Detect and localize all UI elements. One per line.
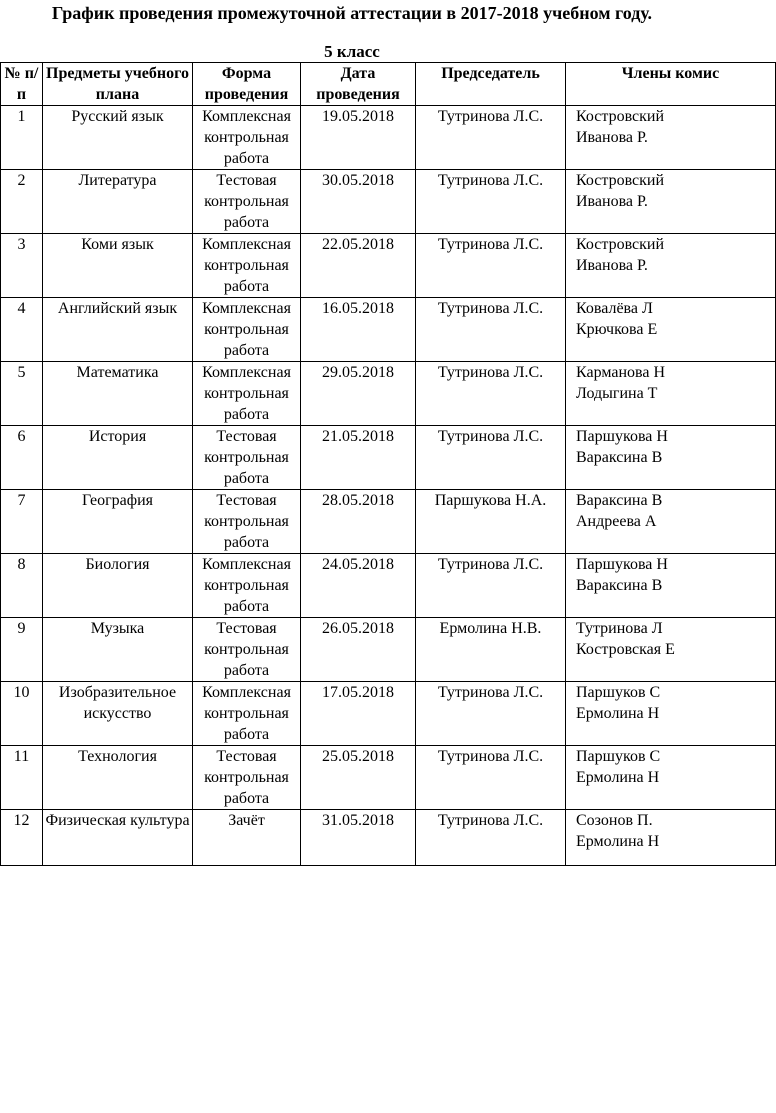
cell-date: 26.05.2018 [301,618,416,682]
member-name: Лодыгина Т [576,385,658,402]
cell-form: Комплексная контрольная работа [193,234,301,298]
header-members: Члены комис [566,63,776,106]
cell-form: Тестовая контрольная работа [193,746,301,810]
cell-members [566,234,776,298]
cell-date: 16.05.2018 [301,298,416,362]
member-name: Паршуков С [576,748,661,765]
class-label: 5 класс [324,42,380,61]
cell-form: Тестовая контрольная работа [193,490,301,554]
cell-members [566,298,776,362]
cell-members [566,362,776,426]
header-number: № п/п [1,63,43,106]
cell-members [566,426,776,490]
document-title: График проведения промежуточной аттестации в 2017-2018 учебном году. [51,3,653,23]
cell-date: 31.05.2018 [301,810,416,866]
table-row [1,298,776,362]
table-body [1,106,776,866]
table-row [1,362,776,426]
table-row [1,618,776,682]
member-name: Крючкова Е [576,321,658,338]
cell-number: 2 [1,170,43,234]
table-header-row [1,63,776,106]
cell-subject: Технология [43,746,193,810]
header-chair: Председатель [416,63,566,106]
cell-chair: Тутринова Л.С. [416,810,566,866]
member-name: Костровский [576,108,665,125]
cell-members [566,170,776,234]
cell-subject: География [43,490,193,554]
cell-form: Тестовая контрольная работа [193,618,301,682]
cell-members [566,682,776,746]
cell-subject: Биология [43,554,193,618]
cell-number: 12 [1,810,43,866]
cell-date: 29.05.2018 [301,362,416,426]
cell-form: Комплексная контрольная работа [193,554,301,618]
schedule-table-container [0,62,720,862]
cell-chair: Тутринова Л.С. [416,298,566,362]
cell-subject: Английский язык [43,298,193,362]
cell-subject: Физическая культура [43,810,193,866]
header-date: Дата проведения [301,63,416,106]
member-name: Тутринова Л [576,620,663,637]
cell-form: Зачёт [193,810,301,866]
cell-number: 8 [1,554,43,618]
member-name: Иванова Р. [576,193,648,210]
cell-number: 6 [1,426,43,490]
member-name: Паршукова Н [576,428,668,445]
cell-number: 7 [1,490,43,554]
cell-chair: Тутринова Л.С. [416,362,566,426]
table-row [1,170,776,234]
table-row [1,746,776,810]
cell-chair: Тутринова Л.С. [416,426,566,490]
member-name: Андреева А [576,513,657,530]
schedule-table [0,62,776,866]
member-name: Ермолина Н [576,833,660,850]
cell-chair: Паршукова Н.А. [416,490,566,554]
cell-date: 17.05.2018 [301,682,416,746]
cell-subject: История [43,426,193,490]
cell-members [566,618,776,682]
cell-date: 19.05.2018 [301,106,416,170]
table-row [1,682,776,746]
cell-subject: Русский язык [43,106,193,170]
cell-form: Тестовая контрольная работа [193,170,301,234]
cell-date: 25.05.2018 [301,746,416,810]
cell-form: Комплексная контрольная работа [193,106,301,170]
cell-members [566,490,776,554]
cell-number: 4 [1,298,43,362]
cell-subject: Литература [43,170,193,234]
cell-subject: Изобразительное искусство [43,682,193,746]
member-name: Паршуков С [576,684,661,701]
cell-members [566,746,776,810]
table-row [1,426,776,490]
cell-date: 28.05.2018 [301,490,416,554]
cell-subject: Коми язык [43,234,193,298]
member-name: Костровский [576,172,665,189]
cell-number: 3 [1,234,43,298]
cell-members [566,106,776,170]
cell-chair: Тутринова Л.С. [416,234,566,298]
cell-subject: Музыка [43,618,193,682]
cell-form: Комплексная контрольная работа [193,362,301,426]
table-row [1,810,776,866]
member-name: Иванова Р. [576,257,648,274]
cell-chair: Тутринова Л.С. [416,746,566,810]
cell-form: Комплексная контрольная работа [193,298,301,362]
cell-form: Комплексная контрольная работа [193,682,301,746]
member-name: Паршукова Н [576,556,668,573]
cell-chair: Тутринова Л.С. [416,554,566,618]
member-name: Созонов П. [576,812,653,829]
cell-chair: Тутринова Л.С. [416,170,566,234]
header-subject: Предметы учебного плана [43,63,193,106]
table-row [1,106,776,170]
member-name: Костровская Е [576,641,675,658]
cell-chair: Тутринова Л.С. [416,106,566,170]
header-form: Форма проведения [193,63,301,106]
cell-form: Тестовая контрольная работа [193,426,301,490]
member-name: Вараксина В [576,492,663,509]
cell-date: 30.05.2018 [301,170,416,234]
cell-chair: Тутринова Л.С. [416,682,566,746]
cell-subject: Математика [43,362,193,426]
member-name: Карманова Н [576,364,665,381]
member-name: Иванова Р. [576,129,648,146]
cell-chair: Ермолина Н.В. [416,618,566,682]
table-row [1,234,776,298]
cell-number: 11 [1,746,43,810]
cell-date: 21.05.2018 [301,426,416,490]
cell-members [566,810,776,866]
member-name: Ермолина Н [576,705,660,722]
table-row [1,490,776,554]
member-name: Ермолина Н [576,769,660,786]
cell-members [566,554,776,618]
member-name: Костровский [576,236,665,253]
cell-date: 24.05.2018 [301,554,416,618]
member-name: Вараксина В [576,449,663,466]
member-name: Вараксина В [576,577,663,594]
cell-number: 5 [1,362,43,426]
cell-number: 10 [1,682,43,746]
cell-number: 9 [1,618,43,682]
member-name: Ковалёва Л [576,300,653,317]
cell-date: 22.05.2018 [301,234,416,298]
cell-number: 1 [1,106,43,170]
table-row [1,554,776,618]
